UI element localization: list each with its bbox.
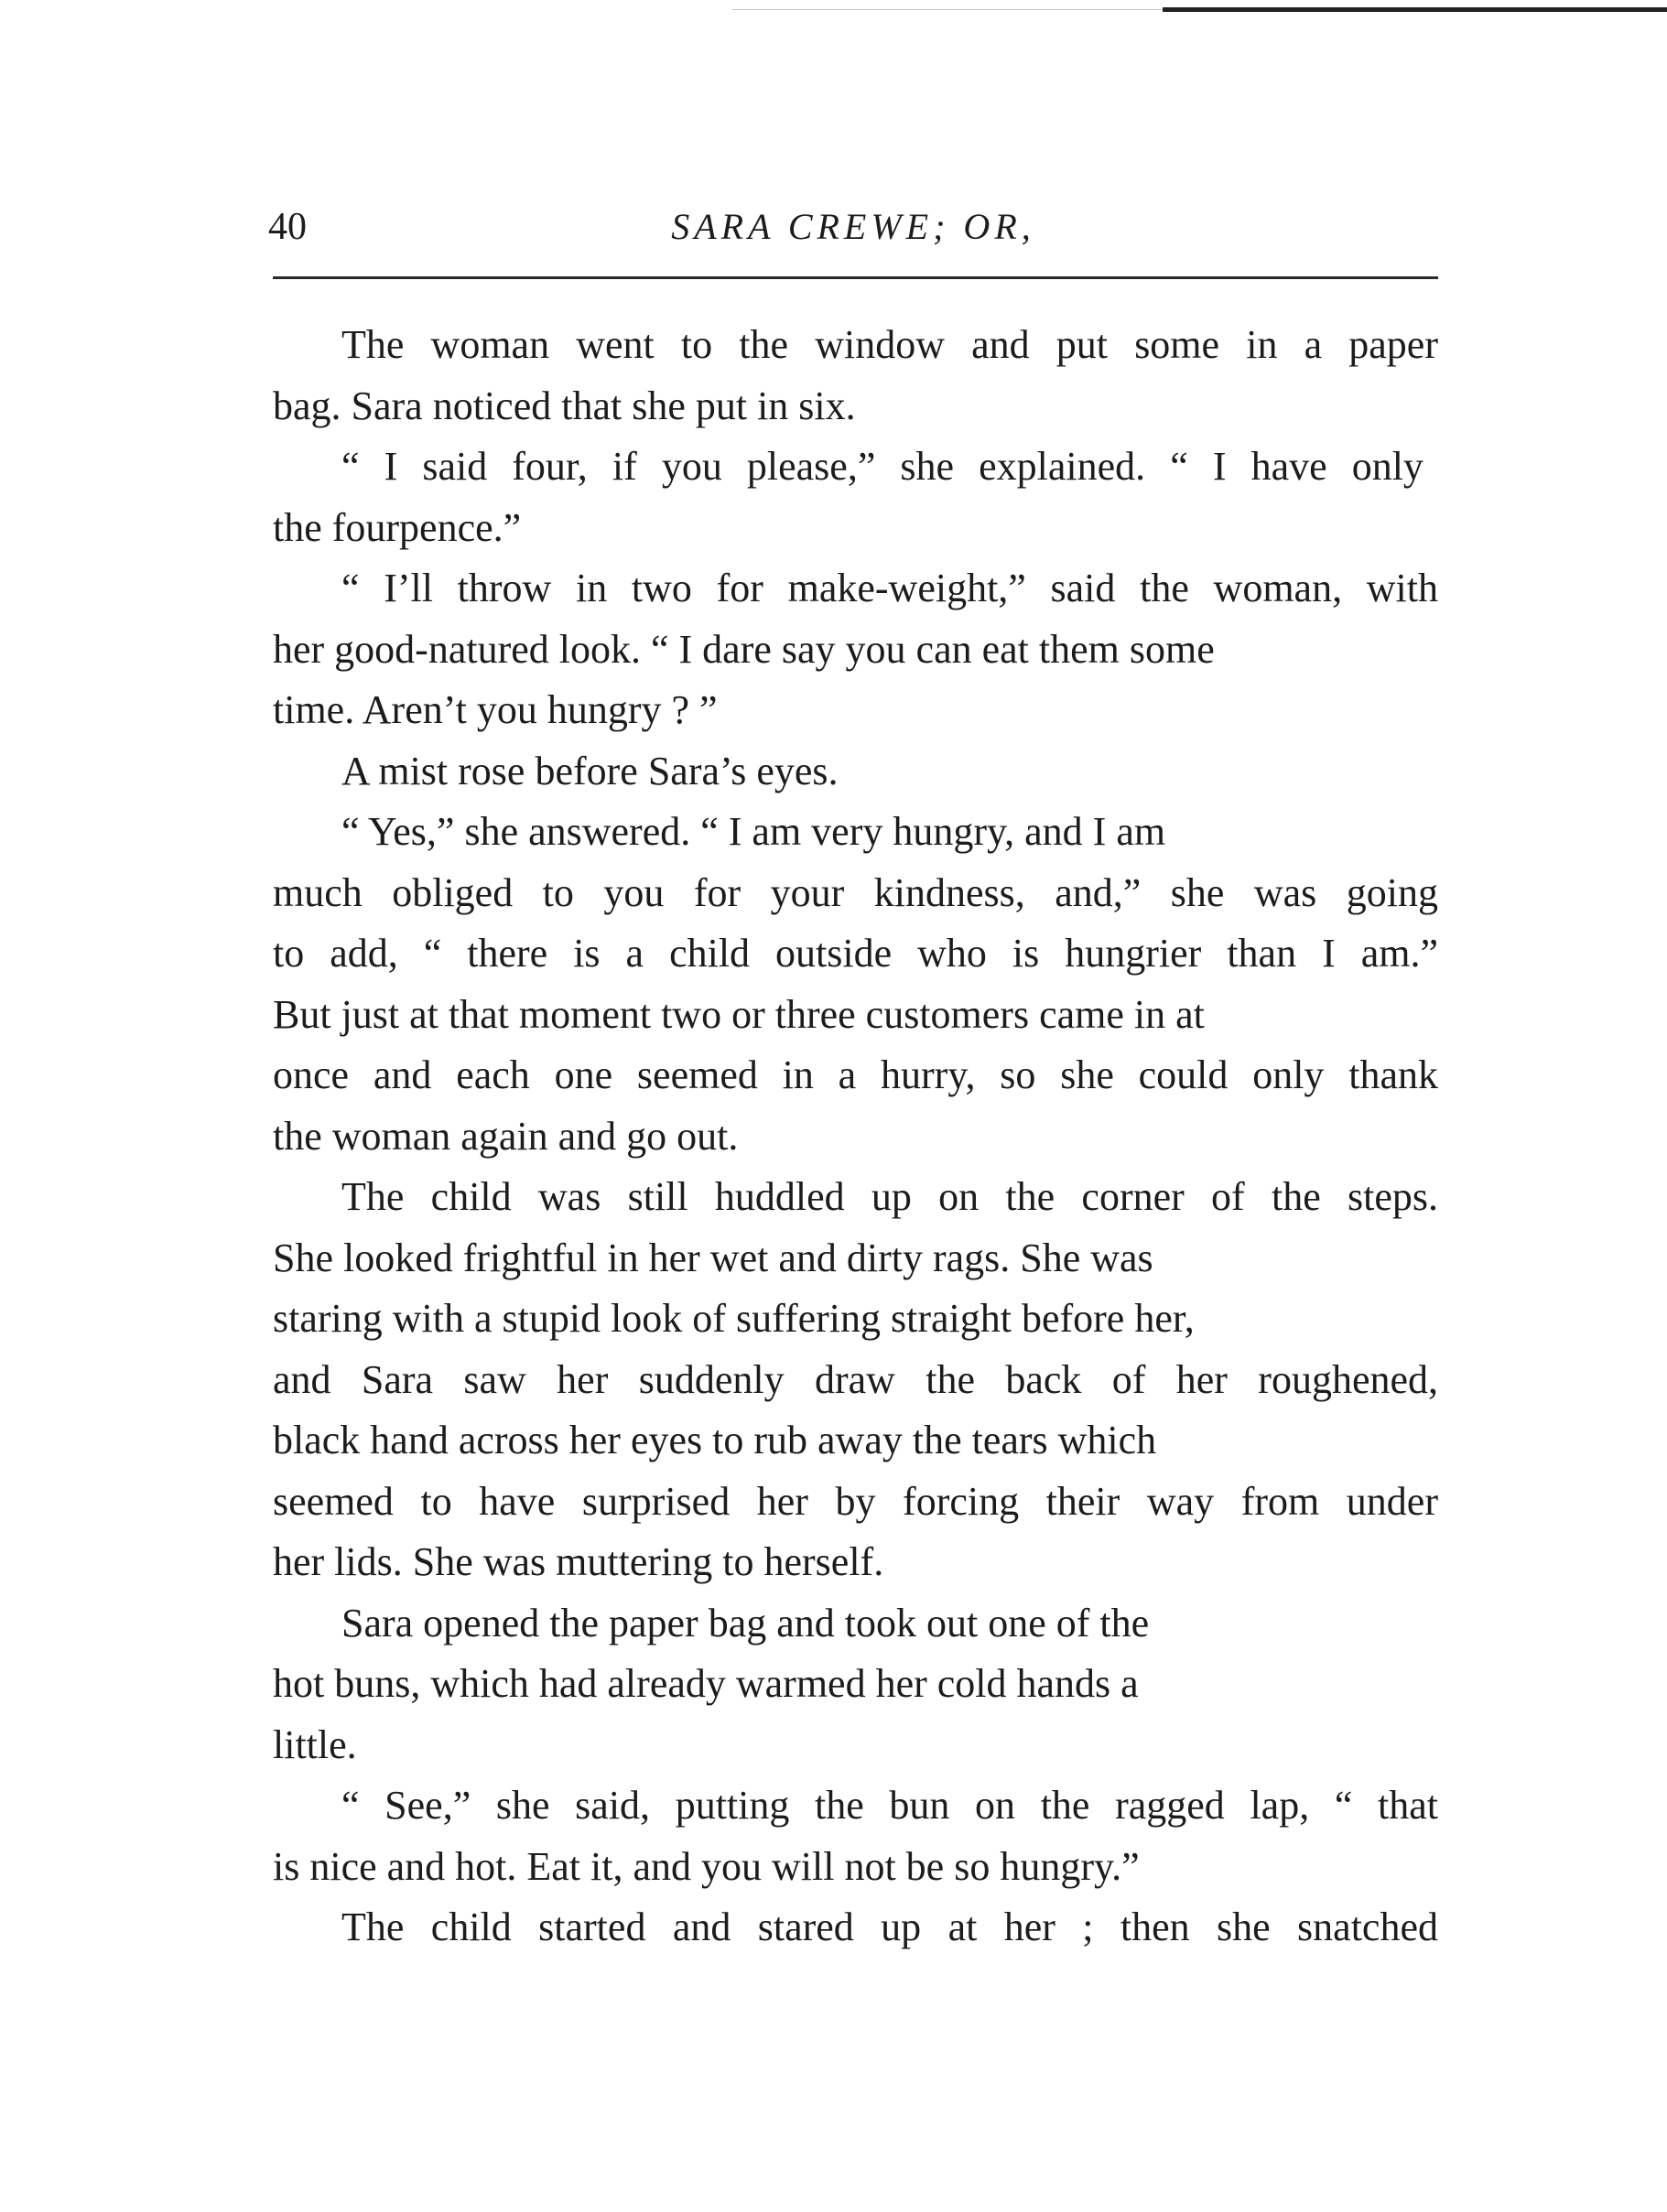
running-head <box>268 200 1438 254</box>
top-edge-rule <box>1163 7 1667 12</box>
text-line: to add, “ there is a child outside who is hungrier than I am.” <box>273 931 1438 976</box>
running-title: SARA CREWE; OR, <box>671 206 1035 247</box>
page-number: 40 <box>268 206 307 248</box>
text-line: seemed to have surprised her by forcing their way from under <box>273 1478 1438 1524</box>
text-line: and Sara saw her suddenly draw the back of her roughened, <box>273 1356 1438 1402</box>
text-line: her lids. She was muttering to herself. <box>273 1539 884 1584</box>
text-line: Sara opened the paper bag and took out one of the <box>341 1600 1150 1646</box>
text-line: much obliged to you for your kindness, and,” she was going <box>273 869 1438 915</box>
text-line: “ Yes,” she answered. “ I am very hungry, and I am <box>341 809 1166 854</box>
text-line: once and each one seemed in a hurry, so she could only thank <box>273 1052 1438 1097</box>
text-line: black hand across her eyes to rub away the tears which <box>273 1418 1157 1462</box>
text-line: The child was still huddled up on the corner of the steps. <box>341 1174 1438 1219</box>
text-line: But just at that moment two or three customers came in at <box>273 991 1205 1037</box>
text-line: “ I’ll throw in two for make-weight,” said the woman, with <box>341 566 1438 610</box>
text-line: “ I said four, if you please,” she explained. “ I have only <box>341 444 1423 489</box>
text-line: She looked frightful in her wet and dirty rags. She was <box>273 1235 1153 1280</box>
text-line: the woman again and go out. <box>273 1113 739 1159</box>
top-edge-faint-line <box>732 9 1163 10</box>
text-line: “ See,” she said, putting the bun on the ragged lap, “ that <box>341 1783 1438 1828</box>
text-line: is nice and hot. Eat it, and you will not be so hungry.” <box>273 1843 1140 1889</box>
text-line: The woman went to the window and put some in a paper <box>341 322 1438 367</box>
text-line: A mist rose before Sara’s eyes. <box>341 748 839 793</box>
text-line: staring with a stupid look of suffering straight before her, <box>273 1296 1195 1341</box>
header-rule <box>273 276 1438 279</box>
text-line: The child started and stared up at her ; then she snatched <box>341 1904 1438 1949</box>
text-line: the fourpence.” <box>273 504 522 550</box>
text-line: little. <box>273 1721 357 1767</box>
text-line: bag. Sara noticed that she put in six. <box>273 383 856 428</box>
text-line: time. Aren’t you hungry ? ” <box>273 687 718 732</box>
text-line: hot buns, which had already warmed her cold hands a <box>273 1661 1139 1706</box>
text-line: her good-natured look. “ I dare say you can eat them some <box>273 626 1215 672</box>
body-text <box>273 315 1490 1958</box>
